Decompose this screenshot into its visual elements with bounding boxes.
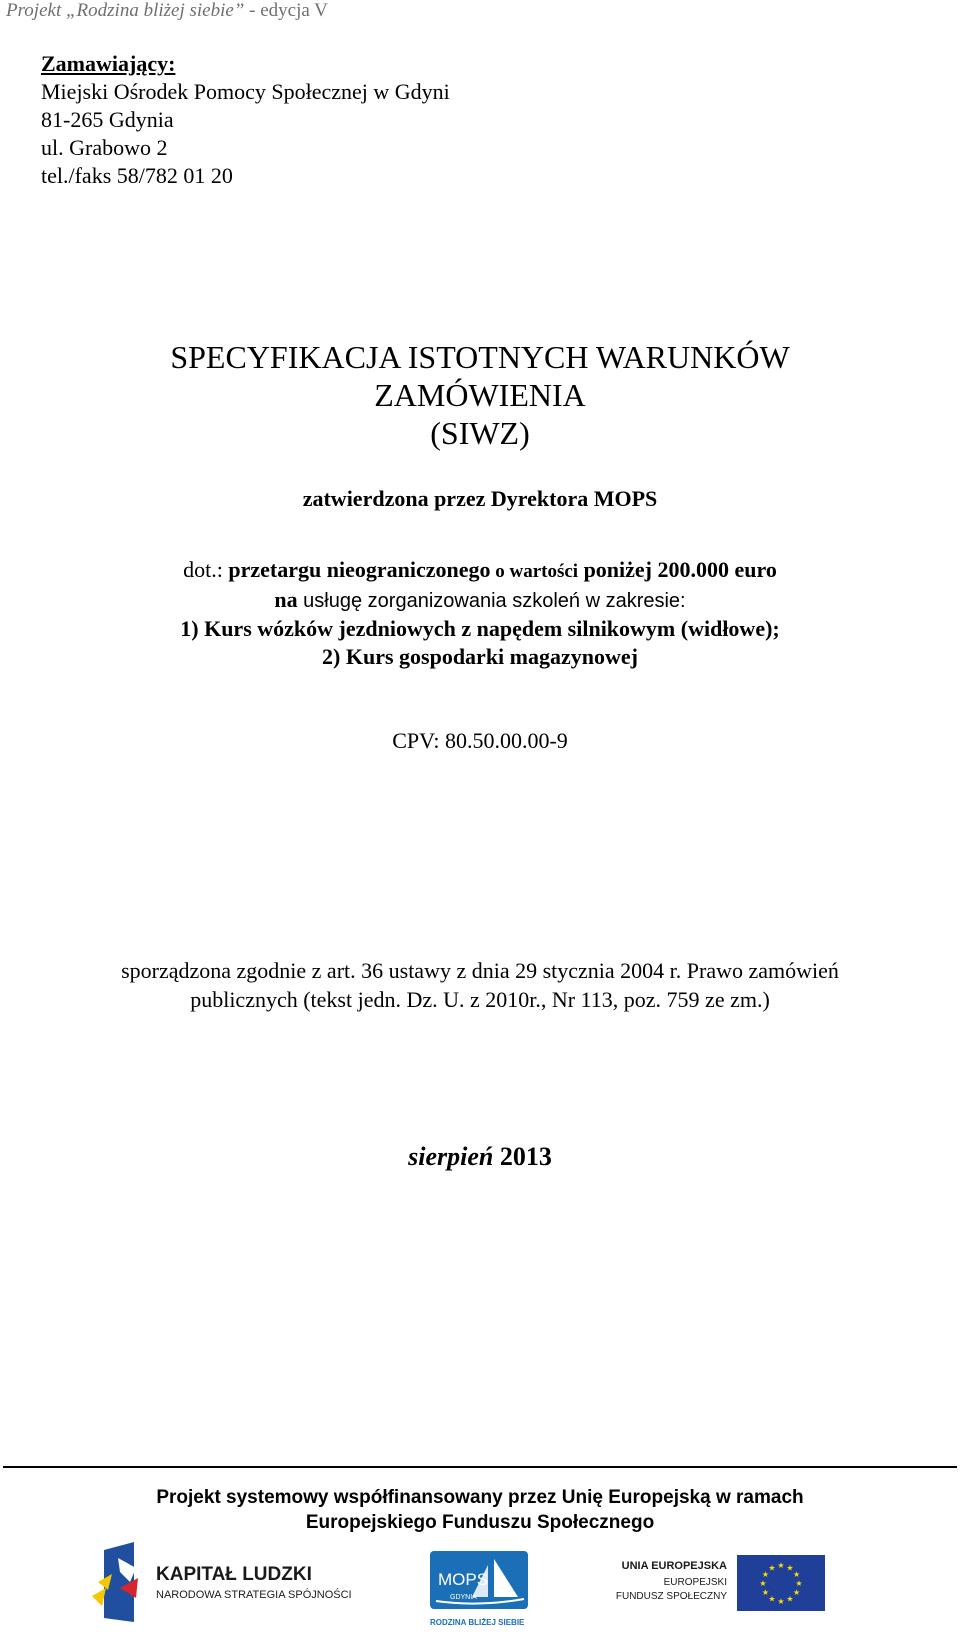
- buyer-postal: 81-265 Gdynia: [41, 107, 174, 132]
- kapital-ludzki-emblem-icon: [92, 1542, 138, 1622]
- approved-by: zatwierdzona przez Dyrektora MOPS: [302, 486, 658, 511]
- title-line-2: ZAMÓWIENIA: [374, 377, 586, 413]
- eu-star-icon: ★: [786, 1594, 794, 1604]
- eu-star-icon: ★: [768, 1563, 776, 1573]
- date-month: sierpień: [408, 1142, 494, 1171]
- kapital-ludzki-logo: [90, 1538, 380, 1628]
- topic-item-2-text: 2) Kurs gospodarki magazynowej: [322, 644, 638, 669]
- buyer-label: Zamawiający:: [41, 51, 176, 76]
- buyer-phone: tel./faks 58/782 01 20: [41, 163, 233, 188]
- title-line-1: SPECYFIKACJA ISTOTNYCH WARUNKÓW: [170, 339, 790, 375]
- legal-basis: [0, 956, 960, 1014]
- eu-star-icon: ★: [761, 1570, 769, 1579]
- topic-row-1: [0, 556, 960, 586]
- project-name: Projekt „Rodzina bliżej siebie”: [6, 0, 245, 21]
- eu-star-icon: ★: [777, 1561, 785, 1570]
- topic-block: [0, 556, 960, 671]
- funding-line-1: Projekt systemowy współfinansowany przez Unię Europejską w ramach: [156, 1487, 804, 1508]
- mops-logo: [428, 1551, 538, 1631]
- project-edition: - edycja V: [244, 0, 328, 21]
- eu-star-icon: ★: [759, 1579, 767, 1588]
- eu-line-3: FUNDUSZ SPOŁECZNY: [615, 1591, 727, 1602]
- eu-star-icon: ★: [793, 1570, 801, 1579]
- eu-star-icon: ★: [793, 1588, 801, 1597]
- eu-star-icon: ★: [777, 1597, 785, 1606]
- mops-name: MOPS: [438, 1570, 489, 1589]
- document-title: [0, 338, 960, 452]
- topic-dot: dot.:: [183, 557, 229, 582]
- topic-value-amount: poniżej 200.000 euro: [578, 557, 777, 582]
- kl-title: KAPITAŁ LUDZKI: [156, 1564, 312, 1585]
- eu-star-icon: ★: [795, 1579, 803, 1588]
- document-date: [0, 1142, 960, 1172]
- funding-line-2: Europejskiego Funduszu Społecznego: [305, 1512, 655, 1533]
- funding-note: [0, 1485, 960, 1535]
- legal-line-1: sporządzona zgodnie z art. 36 ustawy z dnia 29 stycznia 2004 r. Prawo zamówień: [121, 958, 839, 983]
- topic-tender: przetargu nieograniczonego: [228, 557, 491, 582]
- cpv-code: CPV: 80.50.00.00-9: [392, 728, 568, 753]
- buyer-block: [41, 50, 450, 190]
- buyer-name: Miejski Ośrodek Pomocy Społecznej w Gdyni: [41, 79, 450, 104]
- buyer-street: ul. Grabowo 2: [41, 135, 168, 160]
- eu-line-2: EUROPEJSKI: [663, 1577, 727, 1588]
- topic-row-2: [0, 586, 960, 615]
- legal-line-2: publicznych (tekst jedn. Dz. U. z 2010r., Nr 113, poz. 759 ze zm.): [190, 987, 770, 1012]
- eu-star-icon: ★: [761, 1588, 769, 1597]
- title-line-3: (SIWZ): [430, 415, 530, 451]
- eu-star-icon: ★: [768, 1594, 776, 1604]
- project-header: [6, 0, 328, 22]
- topic-item-1: [0, 615, 960, 643]
- mops-motto: RODZINA BLIŻEJ SIEBIE: [430, 1618, 525, 1627]
- topic-item-1-text: 1) Kurs wózków jezdniowych z napędem silnikowym (widłowe);: [180, 616, 780, 641]
- mops-city: GDYNIA: [450, 1594, 477, 1601]
- eu-logo: [615, 1555, 830, 1615]
- date-year: 2013: [493, 1142, 552, 1171]
- topic-item-2: [0, 643, 960, 671]
- kl-subtitle: NARODOWA STRATEGIA SPÓJNOŚCI: [156, 1589, 352, 1601]
- topic-service: usługę zorganizowania szkoleń w zakresie:: [297, 590, 686, 612]
- eu-line-1: UNIA EUROPEJSKA: [621, 1560, 727, 1572]
- footer-divider: [3, 1466, 957, 1468]
- topic-value-prefix: o wartości: [490, 561, 579, 582]
- topic-na: na: [274, 587, 298, 612]
- eu-star-icon: ★: [786, 1563, 794, 1573]
